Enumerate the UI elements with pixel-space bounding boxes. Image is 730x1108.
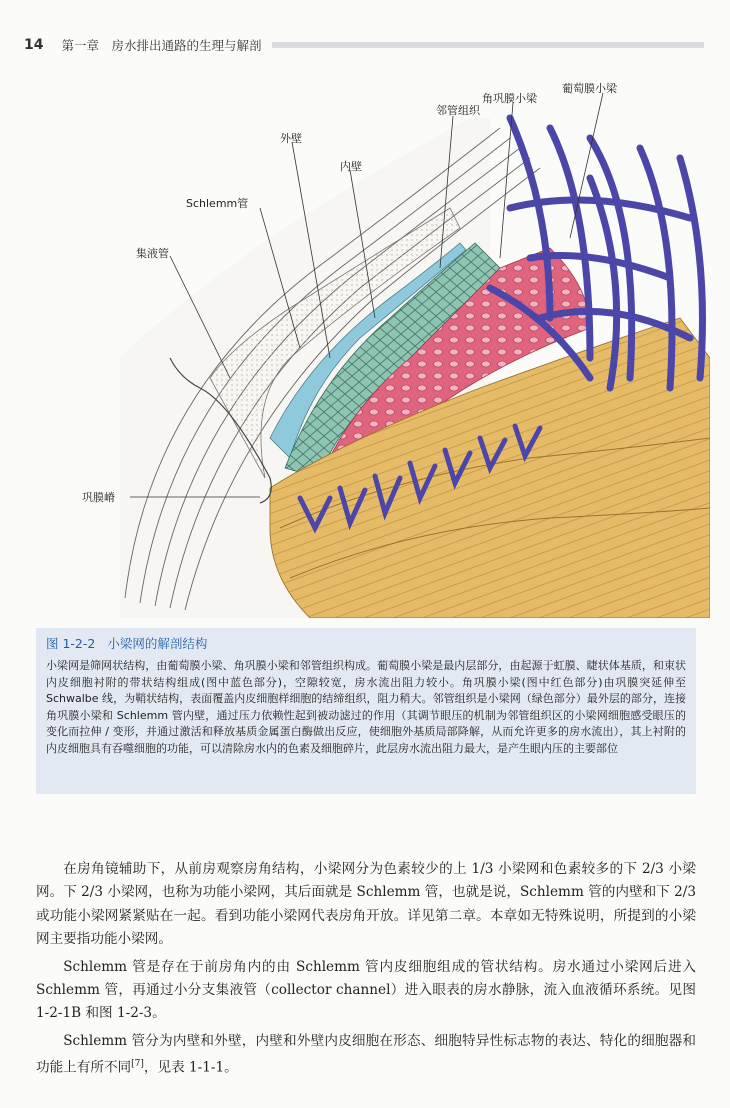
caption-body: 小梁网是筛网状结构，由葡萄膜小梁、角巩膜小梁和邻管组织构成。葡萄膜小梁是最内层部分，由起源于虹膜、睫状体基质，和束状内皮细胞衬附的带状结构组成(图中蓝色部分)，空隙较宽，房水流出阻力较小。角巩膜小梁(图中红色部分)由巩膜突延伸至 Schwalbe 线，为鞘状结构，表面覆盖内皮细胞样细胞的结缔组织，阻力稍大。邻管组织是小梁网（绿色部分）最外层的部分，连接角巩膜小梁和 Schlemm 管内壁，通过压力依赖性起到被动滤过的作用（其调节眼压的机制为邻管组织区的小梁网细胞感受眼压的变化而拉伸 / 变形，并通过激活和释放基质金属蛋白酶做出反应，使细胞外基质局部降解，从而允许更多的房水流出），其上衬附的内皮细胞具有吞噬细胞的功能，可以清除房水内的色素及细胞碎片，此层房水流出阻力最大，是产生眼内压的主要部位	[46, 659, 686, 755]
paragraph-3-text: Schlemm 管分为内壁和外壁，内壁和外壁内皮细胞在形态、细胞特异性标志物的表达、特化的细胞器和功能上有所不同	[36, 1032, 696, 1076]
label-inner-wall: 内壁	[340, 160, 362, 173]
paragraph-2: Schlemm 管是存在于前房角内的由 Schlemm 管内皮细胞组成的管状结构。房水通过小梁网后进入 Schlemm 管，再通过小分支集液管（collector channel）进入眼表的房水静脉，流入血液循环系统。见图 1-2-1B 和图 1-2-3。	[36, 958, 696, 1022]
label-schlemm-canal: Schlemm管	[186, 197, 249, 210]
citation-ref: [7]	[131, 1059, 144, 1070]
label-collector-channel: 集液管	[136, 247, 169, 260]
label-scleral-spur: 巩膜嵴	[82, 491, 115, 504]
page-header	[24, 34, 704, 56]
anatomy-drawing	[30, 58, 710, 618]
label-outer-wall: 外壁	[280, 132, 302, 145]
figure-title: 小梁网的解剖结构	[107, 636, 208, 651]
paragraph-3	[36, 1030, 696, 1080]
label-juxtacanalicular: 邻管组织	[436, 104, 480, 117]
figure-caption	[36, 628, 696, 794]
paragraph-1: 在房角镜辅助下，从前房观察房角结构，小梁网分为色素较少的上 1/3 小梁网和色素较多的下 2/3 小梁网。下 2/3 小梁网，也称为功能小梁网，其后面就是 Schlemm 管，也就是说，Schlemm 管的内壁和下 2/3 或功能小梁网紧紧贴在一起。看到功能小梁网代表房角开放。详见第二章。本章如无特殊说明，所提到的小梁网主要指功能小梁网。	[36, 861, 696, 948]
trabecular-meshwork-illustration	[30, 58, 710, 618]
label-uveal-meshwork: 葡萄膜小梁	[562, 82, 617, 95]
figure-number: 图 1-2-2	[46, 636, 96, 651]
header-rule	[272, 42, 705, 48]
caption-heading	[46, 634, 686, 652]
main-text	[36, 858, 696, 1084]
page-number: 14	[24, 37, 44, 53]
chapter-title: 第一章 房水排出通路的生理与解剖	[61, 38, 262, 53]
paragraph-3-tail: ，见表 1-1-1。	[143, 1059, 238, 1076]
label-corneoscleral-meshwork: 角巩膜小梁	[482, 92, 537, 105]
